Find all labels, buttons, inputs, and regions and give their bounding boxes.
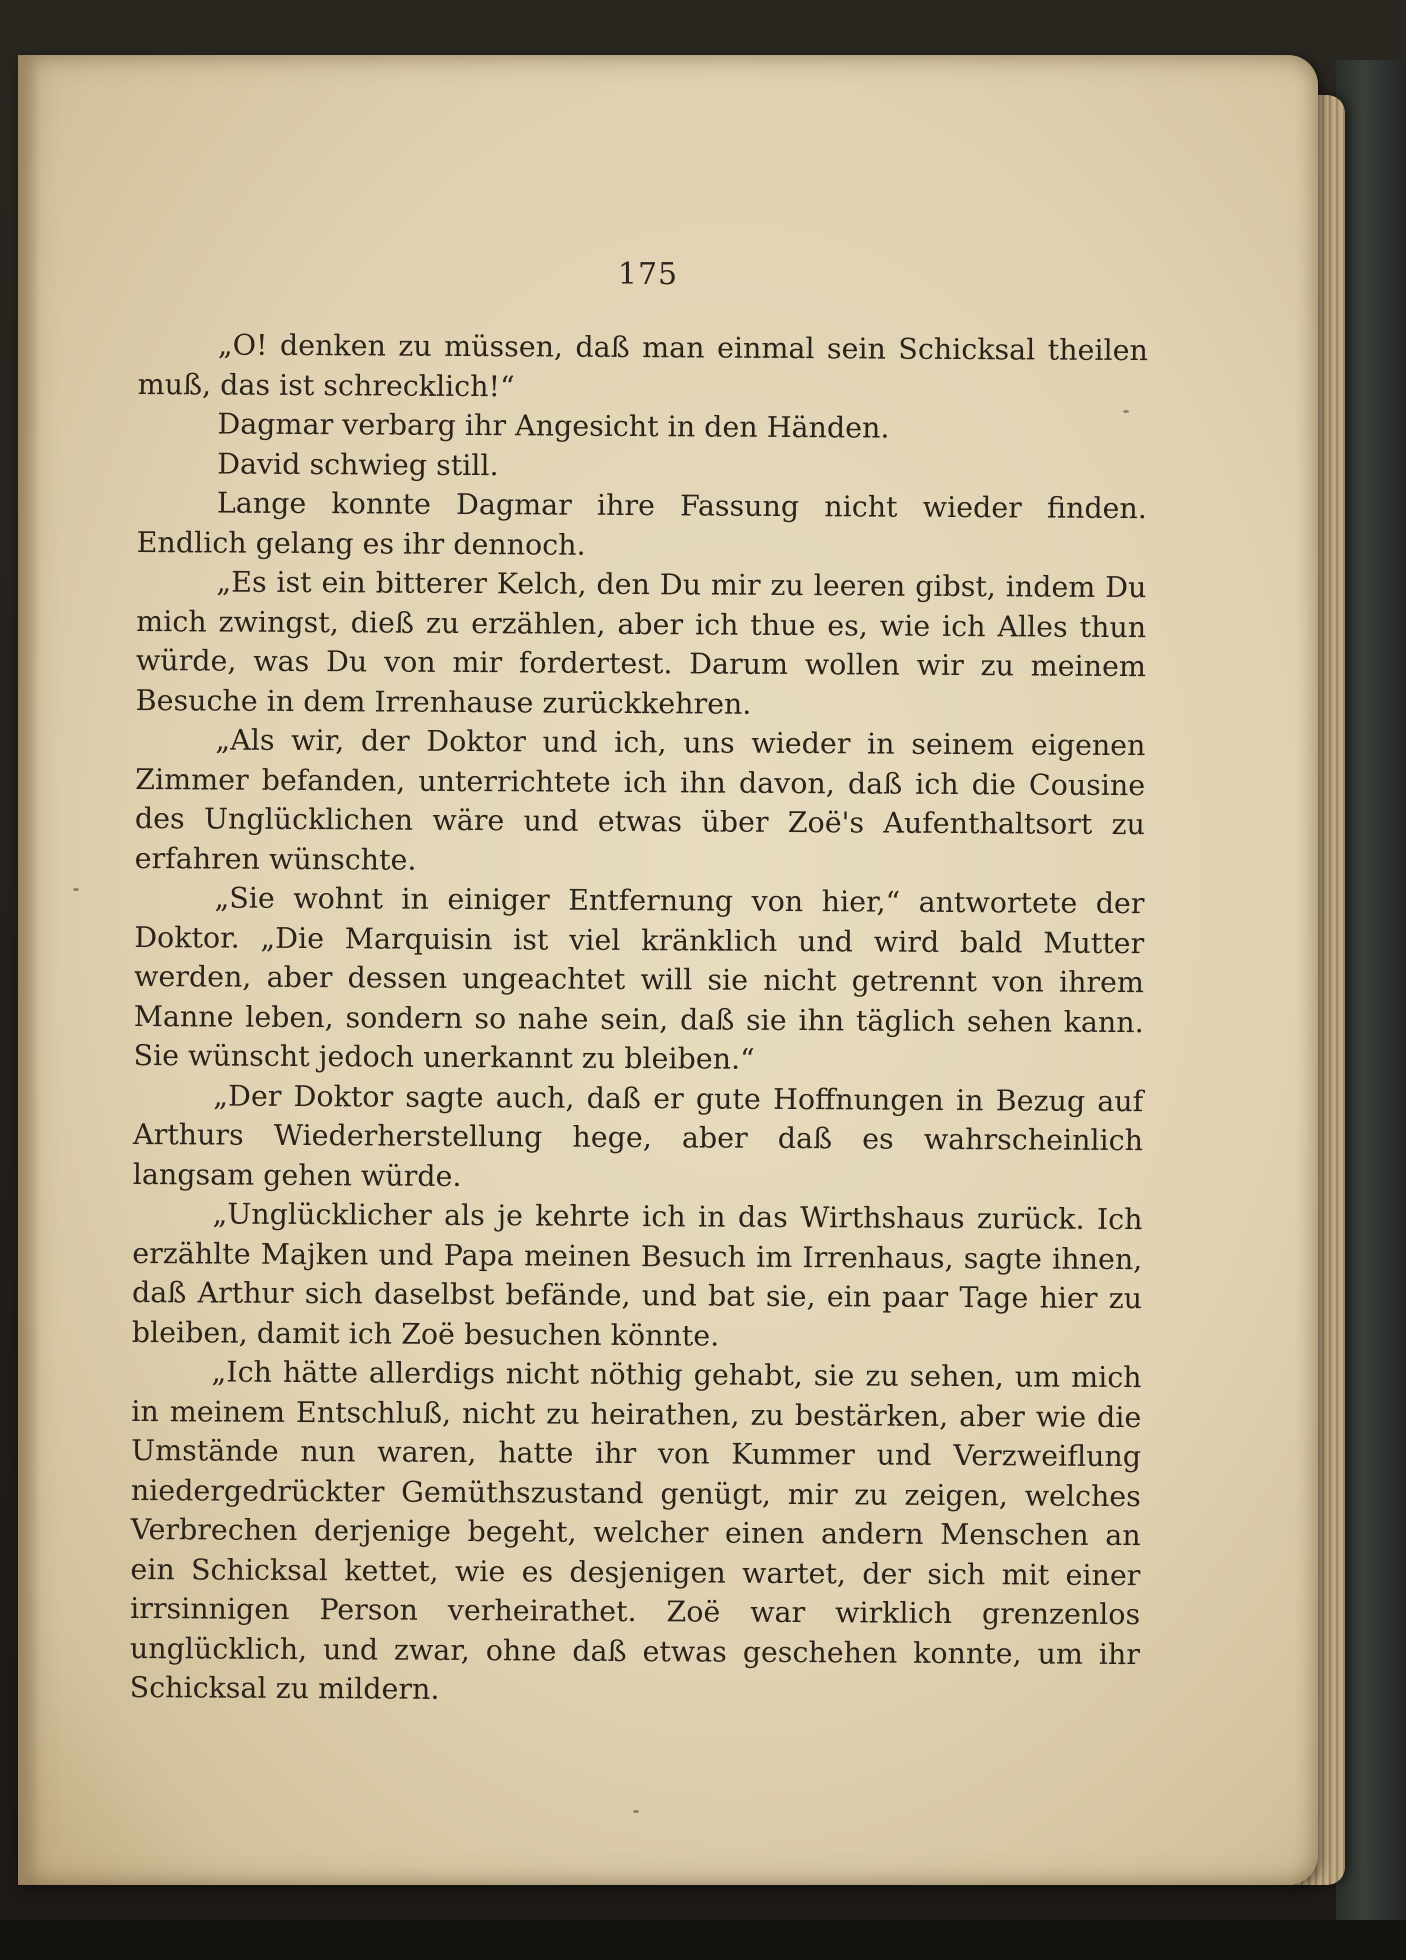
paragraph: Lange konnte Dagmar ihre Fassung nicht wieder finden. Endlich gelang es ihr dennoch. xyxy=(136,486,1147,562)
paragraph: „O! denken zu müssen, daß man einmal sein Schicksal theilen muß, das ist schrecklich!“ xyxy=(137,328,1148,403)
paragraph: „Es ist ein bitterer Kelch, den Du mir zu leeren gibst, indem Du mich zwingst, dieß zu erzählen, aber ich thue es, wie ich Alles thun würde, was Du von mir fordertest. Darum wollen wir zu meinem Besuche in dem Irrenhause zurückkehren. xyxy=(135,565,1147,721)
paper-speck xyxy=(73,888,79,891)
page-gutter-shadow xyxy=(18,55,40,1885)
paragraph: David schwieg still. xyxy=(217,446,499,482)
body-text xyxy=(130,325,1148,1714)
paragraph: „Als wir, der Doktor und ich, uns wieder in seinem eigenen Zimmer befanden, unterrichtete ich ihn davon, daß ich die Cousine des Unglücklichen wäre und etwas über Zoë's Aufenthaltsort zu erfahren wünschte. xyxy=(134,723,1146,877)
paper-speck xyxy=(633,1810,639,1813)
book-page xyxy=(18,55,1318,1885)
paper-speck xyxy=(1123,410,1129,413)
paragraph: „Ich hätte allerdigs nicht nöthig gehabt, sie zu sehen, um mich in meinem Entschluß, nicht zu heirathen, zu bestärken, aber wie die Umstände nun waren, hatte ihr von Kummer und Verzweiflung niedergedrückter Gemüthszustand genügt, mir zu zeigen, welches Verbrechen derjenige begeht, welcher einen andern Menschen an ein Schicksal kettet, wie es desjenigen wartet, der sich mit einer irrsinnigen Person verheirathet. Zoë war wirklich grenzenlos unglücklich, und zwar, ohne daß etwas geschehen konnte, um ihr Schicksal zu mildern. xyxy=(129,1355,1142,1706)
page-number: 175 xyxy=(617,257,679,292)
paragraph: „Unglücklicher als je kehrte ich in das Wirthshaus zurück. Ich erzählte Majken und Papa meinen Besuch im Irrenhaus, sagte ihnen, daß Arthur sich daselbst befände, und bat sie, ein paar Tage hier zu bleiben, damit ich Zoë besuchen könnte. xyxy=(131,1197,1143,1353)
paragraph: „Sie wohnt in einiger Entfernung von hier,“ antwortete der Doktor. „Die Marquisin ist viel kränklich und wird bald Mutter werden, aber dessen ungeachtet will sie nicht getrennt von ihrem Manne leben, sondern so nahe sein, daß sie ihn täglich sehen kann. Sie wünscht jedoch unerkannt zu bleiben.“ xyxy=(133,881,1145,1076)
paragraph: Dagmar verbarg ihr Angesicht in den Händen. xyxy=(217,407,890,445)
paragraph: „Der Doktor sagte auch, daß er gute Hoffnungen in Bezug auf Arthurs Wiederherstellung hege, aber daß es wahrscheinlich langsam gehen würde. xyxy=(132,1078,1144,1193)
book-cover-edge xyxy=(1336,60,1406,1960)
background-bottom xyxy=(0,1920,1406,1960)
